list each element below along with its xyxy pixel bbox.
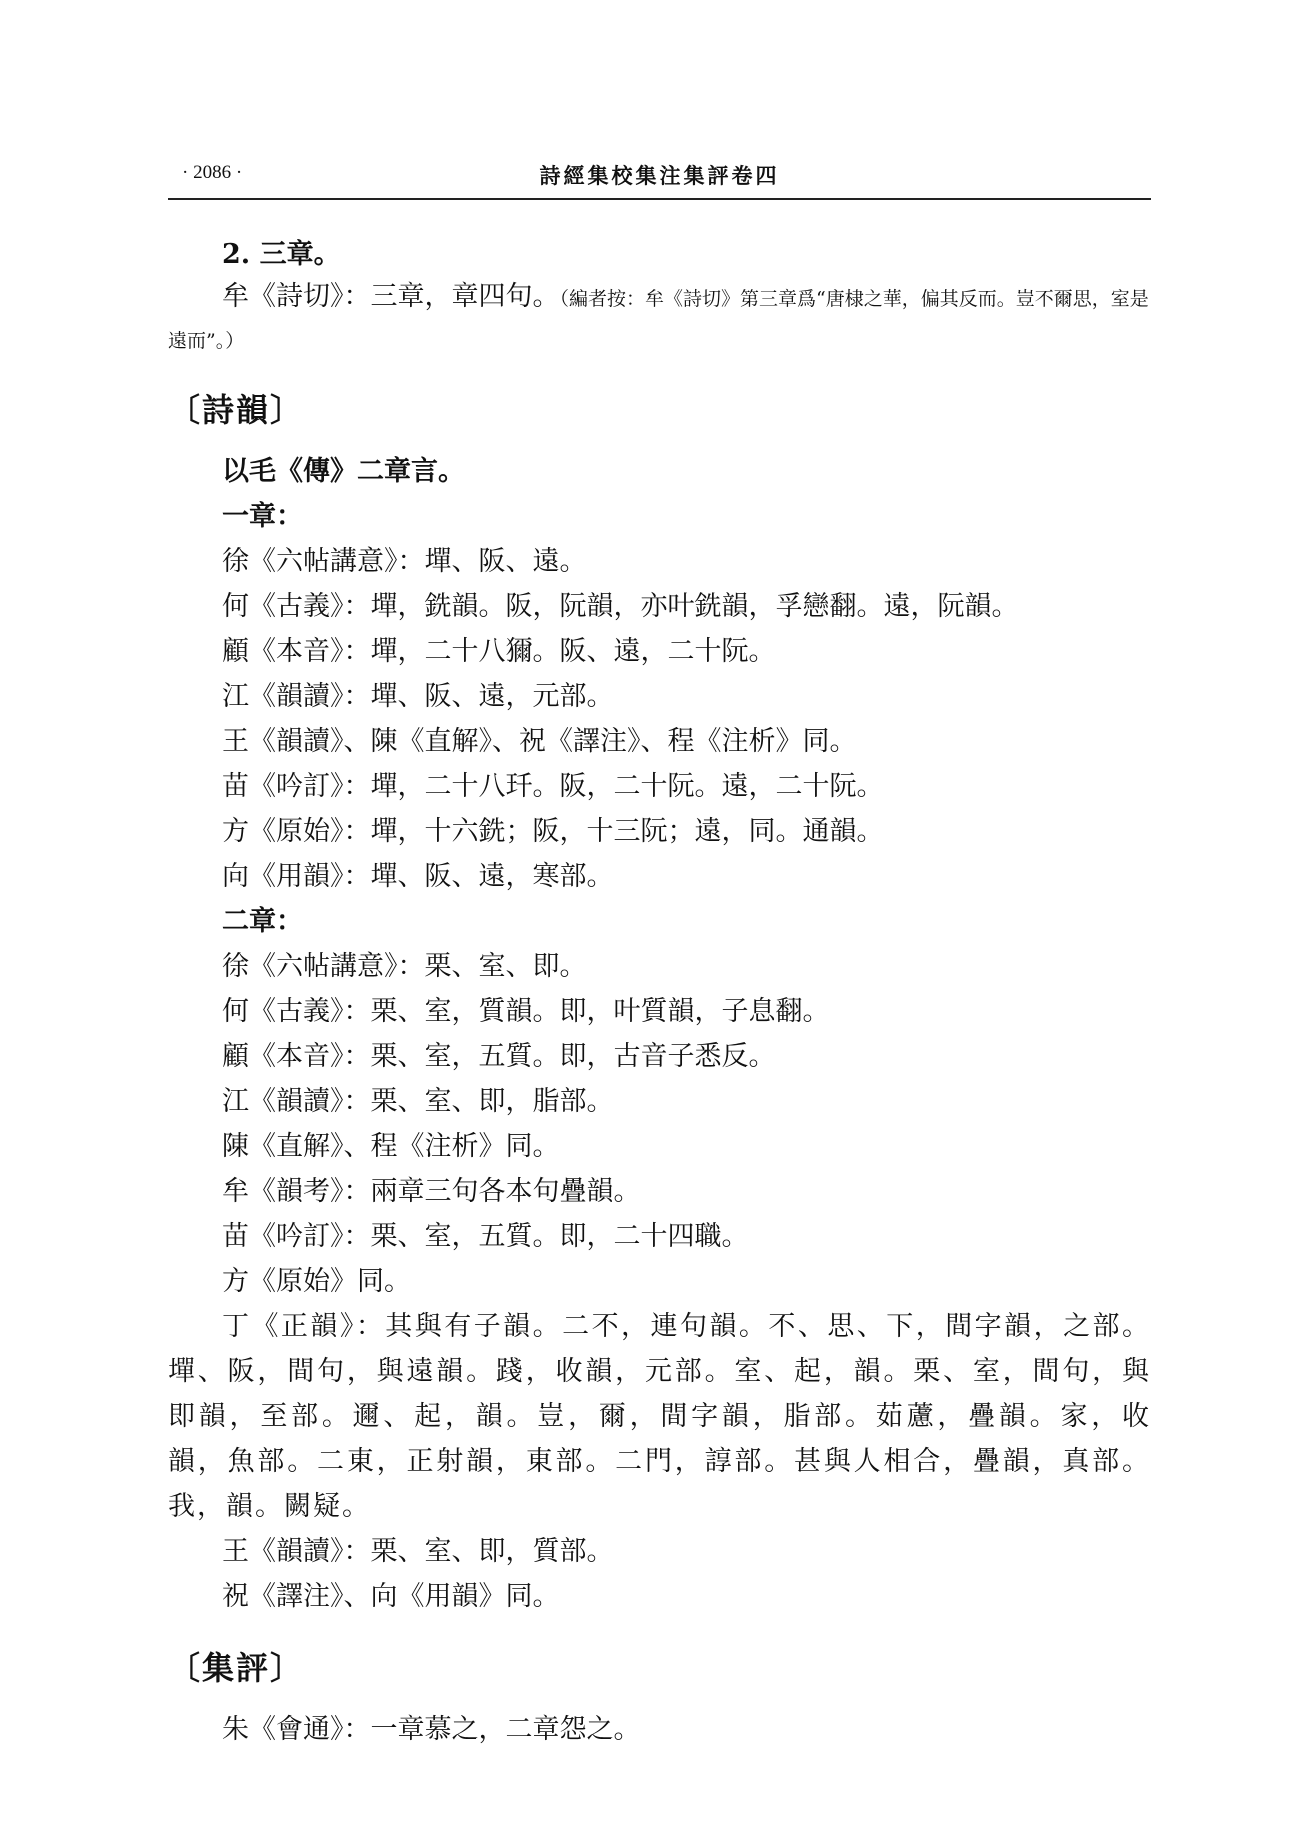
section-heading-jiping: 〔集評〕 [168, 1649, 305, 1687]
rhyme-entry: 何《古義》：墠，銑韻。阪，阮韻，亦叶銑韻，孚戀翻。遠，阮韻。 [222, 591, 1019, 622]
rhyme-entry: 王《韻讀》：栗、室、即，質部。 [222, 1536, 614, 1567]
stanza-count-heading: 2. 三章。 [222, 239, 341, 270]
mou-shiqie-main-text: 牟《詩切》：三章，章四句。 [222, 281, 560, 312]
rhyme-entry: 陳《直解》、程《注析》同。 [222, 1131, 560, 1162]
stanza2-label: 二章： [222, 906, 303, 937]
rhyme-entry: 牟《韻考》：兩章三句各本句疊韻。 [222, 1176, 641, 1207]
section-heading-shiyun: 〔詩韻〕 [168, 391, 305, 429]
running-title: 詩經集校集注集評卷四 [539, 163, 780, 188]
rhyme-entry: 顧《本音》：栗、室，五質。即，古音子悉反。 [222, 1041, 776, 1072]
rhyme-entry: 苗《吟訂》：栗、室，五質。即，二十四職。 [222, 1221, 749, 1252]
page-number: · 2086 · [182, 162, 243, 183]
rhyme-entry: 江《韻讀》：栗、室、即，脂部。 [222, 1086, 614, 1117]
editor-note: （編者按：牟《詩切》第三章爲“唐棣之華，偏其反而。豈不爾思，室是遠而”。） [168, 288, 1149, 352]
commentary-entry: 朱《會通》：一章慕之，二章怨之。 [222, 1714, 641, 1745]
rhyme-entry: 方《原始》同。 [222, 1266, 411, 1297]
rhyme-entry: 方《原始》：墠，十六銑；阪，十三阮；遠，同。通韻。 [222, 816, 884, 847]
rhyme-entry: 祝《譯注》、向《用韻》同。 [222, 1581, 560, 1612]
stanza1-label: 一章： [222, 501, 303, 532]
rhyme-entry: 江《韻讀》：墠、阪、遠，元部。 [222, 681, 614, 712]
rhyme-entry: 苗《吟訂》：墠，二十八𤣳。阪，二十阮。遠，二十阮。 [222, 771, 884, 802]
rhyme-entry: 王《韻讀》、陳《直解》、祝《譯注》、程《注析》同。 [222, 726, 857, 757]
rhyme-entry: 顧《本音》：墠，二十八獮。阪、遠，二十阮。 [222, 636, 776, 667]
shiyun-intro: 以毛《傳》二章言。 [222, 456, 465, 487]
ding-zhengyun-paragraph: 丁《正韻》：其與有子韻。二不，連句韻。不、思、下，間字韻，之部。墠、阪，間句，與遠韻。踐，收韻，元部。室、起，韻。栗、室，間句，與即韻，至部。邇、起，韻。豈，爾，間字韻，脂部。茹藘，疊韻。家，收韻，魚部。二東，正射韻，東部。二門，諄部。甚與人相合，疊韻，真部。我，韻。闕疑。 [168, 1311, 1151, 1522]
page-header [168, 158, 1151, 200]
rhyme-entry: 徐《六帖講意》：墠、阪、遠。 [222, 546, 587, 577]
rhyme-entry: 徐《六帖講意》：栗、室、即。 [222, 951, 587, 982]
mou-shiqie-note [168, 277, 1151, 361]
page-body [168, 232, 1151, 1752]
rhyme-entry: 何《古義》：栗、室，質韻。即，叶質韻，子息翻。 [222, 996, 830, 1027]
rhyme-entry: 向《用韻》：墠、阪、遠，寒部。 [222, 861, 614, 892]
